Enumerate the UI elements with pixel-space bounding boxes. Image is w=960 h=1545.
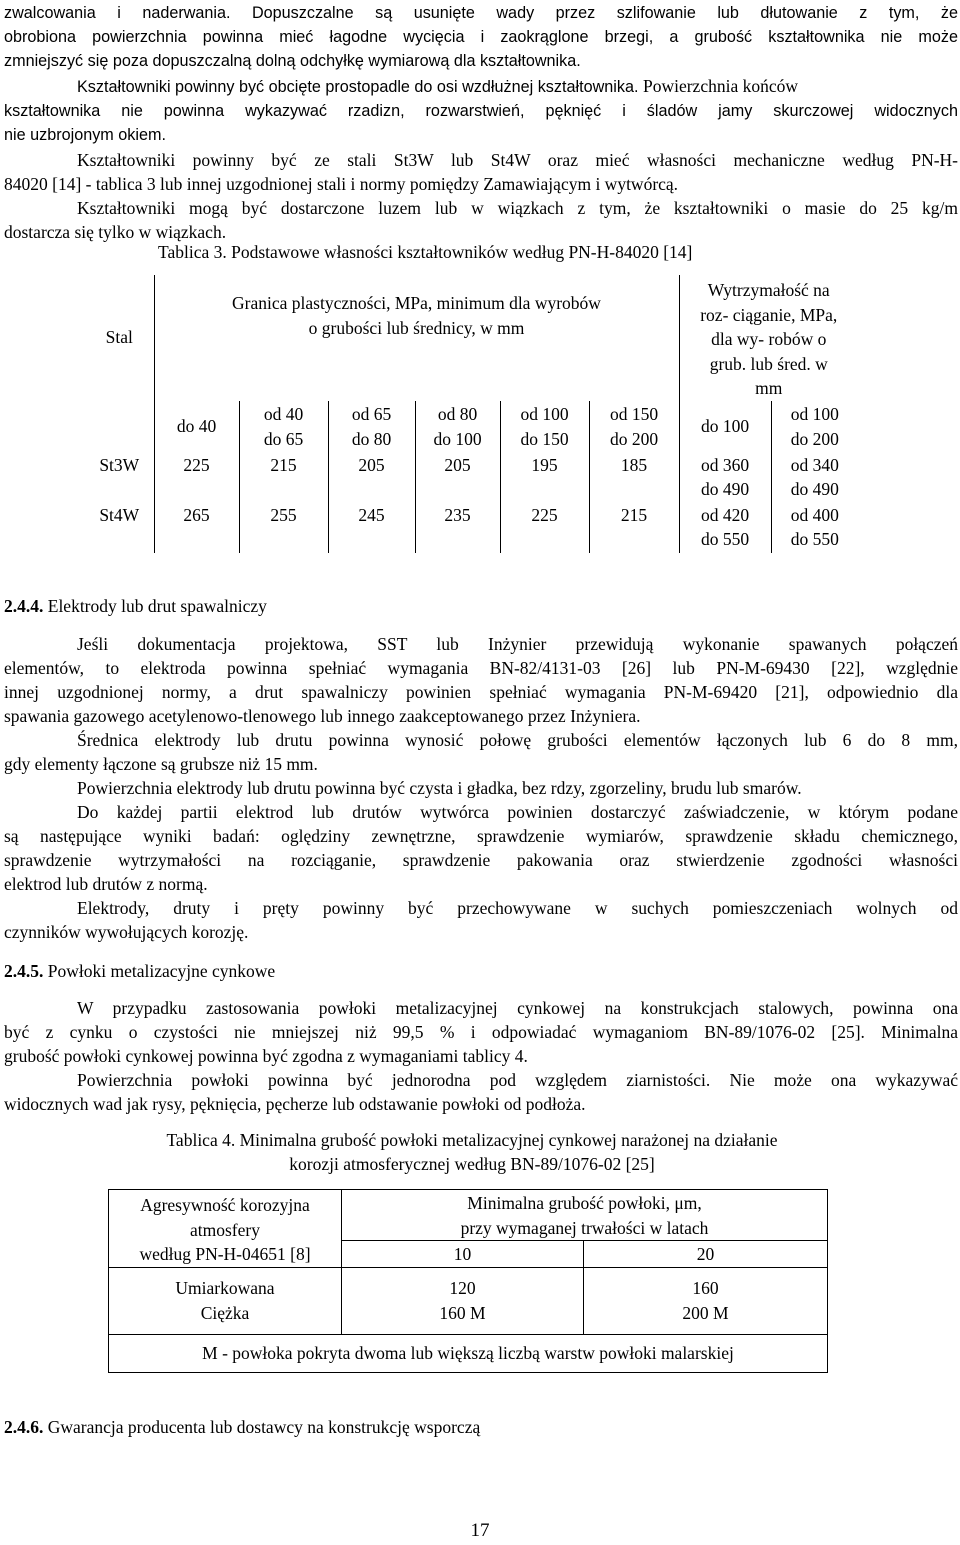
text-line: zwalcowania i naderwania. Dopuszczalne są usunięte wady przez szlifowanie lub dłutowanie z tym, że: [4, 4, 958, 22]
header-min-thickness: Minimalna grubość powłoki, μm, przy wymaganej trwałości w latach: [342, 1190, 828, 1241]
section-heading-2-4-4: 2.4.4. Elektrody lub drut spawalniczy: [4, 596, 267, 616]
text-line: 84020 [14] - tablica 3 lub innej uzgodnionej stali i normy pomiędzy Zamawiającym i wytwórcą.: [4, 174, 679, 194]
table4-note: M - powłoka pokryta dwoma lub większą liczbą warstw powłoki malarskiej: [109, 1334, 828, 1372]
cell-thickness-20: 160 200 M: [584, 1267, 828, 1334]
table-row: [85, 503, 858, 553]
cell-strength: od 400 do 550: [790, 504, 839, 549]
text-line: innej uzgodnionej normy, a drut spawalniczy powinien spełniać wymagania PN-M-69420 [21], odpowiednio dla: [4, 682, 958, 702]
cell-strength: od 420 do 550: [679, 503, 771, 553]
text-line: dostarcza się tylko w wiązkach.: [4, 222, 227, 242]
text-line: W przypadku zastosowania powłoki metalizacyjnej cynkowej na konstrukcjach stalowych, powinna ona: [77, 998, 958, 1018]
text-line: grubość powłoki cynkowej powinna być zgodna z wymaganiami tablicy 4.: [4, 1046, 528, 1066]
text-line: gdy elementy łączone są grubsze niż 15 mm.: [4, 754, 318, 774]
subheader-od40-do65: od 40 do 65: [239, 401, 328, 453]
cell-value: 215: [239, 453, 328, 503]
subheader-do40: do 40: [154, 401, 239, 453]
table4-caption: Tablica 4. Minimalna grubość powłoki metalizacyjnej cynkowej narażonej na działanie korozji atmosferycznej według BN-89/1076-02 [25]: [166, 1130, 778, 1174]
text-line: nie uzbrojonym okiem.: [4, 126, 166, 144]
cell-atmosphere-names: Umiarkowana Ciężka: [109, 1267, 342, 1334]
text-line: Średnica elektrody lub drutu powinna wynosić połowę grubości elementów łączonych lub 6 do 8 mm,: [77, 730, 958, 750]
text-line: Elektrody, druty i pręty powinny być przechowywane w suchych pomieszczeniach wolnych od: [77, 898, 958, 918]
text-line: Powierzchnia powłoki powinna być jednorodna pod względem ziarnistości. Nie może ona wykazywać: [77, 1070, 958, 1090]
cell-strength: od 360 do 490: [679, 453, 771, 503]
cell-strength: od 340 do 490: [790, 454, 839, 499]
subheader-od100-do200: od 100 do 200: [790, 404, 839, 449]
section-heading-2-4-5: 2.4.5. Powłoki metalizacyjne cynkowe: [4, 961, 276, 981]
table-row: [85, 453, 858, 503]
cell-value: 185: [589, 453, 679, 503]
subheader-do100: do 100: [679, 401, 771, 453]
section-2-4-5-body: [4, 996, 958, 1116]
cell-value: 245: [328, 503, 415, 553]
cell-value: 205: [328, 453, 415, 503]
header-year-10: 10: [342, 1241, 584, 1267]
subheader-od150-do200: od 150 do 200: [589, 401, 679, 453]
text-line: Jeśli dokumentacja projektowa, SST lub Inżynier przewidują wykonanie spawanych połączeń: [77, 634, 958, 654]
text-line: Kształtowniki mogą być dostarczone luzem lub w wiązkach z tym, że kształtowniki o masie do 25 kg/m: [77, 198, 958, 218]
text-line: są następujące wyniki badań: oględziny zewnętrzne, sprawdzenie wymiarów, sprawdzenie składu chemicznego,: [4, 826, 958, 846]
paragraph-cutting: [4, 74, 958, 147]
cell-value: 215: [589, 503, 679, 553]
cell-value: 265: [154, 503, 239, 553]
cell-thickness-10: 120 160 M: [342, 1267, 584, 1334]
page-number: 17: [470, 1520, 490, 1541]
table3-caption: Tablica 3. Podstawowe własności kształtowników według PN-H-84020 [14]: [158, 242, 693, 262]
cell-value: 205: [415, 453, 500, 503]
text-line: spawania gazowego acetylenowo-tlenowego lub innego zaakceptowanego przez Inżyniera.: [4, 706, 641, 726]
text-line: Kształtowniki powinny być ze stali St3W lub St4W oraz mieć własności mechaniczne według PN-H-: [77, 150, 958, 170]
text-line: widocznych wad jak rysy, pęknięcia, pęcherze lub odstawanie powłoki od podłoża.: [4, 1094, 586, 1114]
cell-value: 255: [239, 503, 328, 553]
cell-value: 225: [154, 453, 239, 503]
paragraph-defects: [4, 0, 958, 73]
text-line: zmniejszyć się poza dopuszczalną dolną odchyłkę wymiarową dla kształtownika.: [4, 52, 581, 70]
subheader-od65-do80: od 65 do 80: [328, 401, 415, 453]
cell-stal: St3W: [85, 453, 154, 503]
paragraph-delivery: [4, 196, 958, 244]
table4: [108, 1189, 828, 1373]
text-line: obrobiona powierzchnia powinna mieć łagodne wycięcia i zaokrąglone brzegi, a grubość kształtownika nie może: [4, 28, 958, 46]
header-year-20: 20: [584, 1241, 828, 1267]
cell-value: 195: [500, 453, 589, 503]
text-line: Do każdej partii elektrod lub drutów wytwórca powinien dostarczyć zaświadczenie, w którym podane: [77, 802, 958, 822]
cell-value: 225: [500, 503, 589, 553]
cell-value: 235: [415, 503, 500, 553]
header-wytrzymalosc: Wytrzymałość na roz- ciąganie, MPa, dla wy- robów o grub. lub śred. w mm: [700, 280, 838, 398]
section-heading-2-4-6: 2.4.6. Gwarancja producenta lub dostawcy na konstrukcję wsporczą: [4, 1417, 481, 1437]
text-line: sprawdzenie wytrzymałości na rozciąganie, sprawdzenie pakowania oraz stwierdzenie zgodności własności: [4, 850, 958, 870]
text-line: elementów, to elektroda powinna spełniać wymagania BN-82/4131-03 [26] lub PN-M-69430 [22], względnie: [4, 658, 958, 678]
header-aggressiveness: Agresywność korozyjna atmosfery według PN-H-04651 [8]: [109, 1190, 342, 1268]
text-line: Powierzchnia elektrody lub drutu powinna być czysta i gładka, bez rdzy, zgorzeliny, brudu lub smarów.: [77, 778, 802, 798]
text-line: Kształtowniki powinny być obcięte prostopadle do osi wzdłużnej kształtownika. Powierzchnia końców: [77, 76, 798, 96]
paragraph-steel: [4, 148, 958, 196]
text-line: czynników wywołujących korozję.: [4, 922, 249, 942]
subheader-od80-do100: od 80 do 100: [415, 401, 500, 453]
section-2-4-4-body: [4, 632, 958, 944]
cell-stal: St4W: [85, 503, 154, 553]
subheader-od100-do150: od 100 do 150: [500, 401, 589, 453]
table3: [85, 275, 858, 553]
header-stal: Stal: [85, 275, 154, 453]
text-line: kształtownika nie powinna wykazywać rzadizn, rozwarstwień, pęknięć i śladów jamy skurczowej widocznych: [4, 102, 958, 120]
text-line: elektrod lub drutów z normą.: [4, 874, 208, 894]
header-granica: Granica plastyczności, MPa, minimum dla wyrobów o grubości lub średnicy, w mm: [154, 275, 679, 401]
text-line: być z cynku o czystości nie mniejszej niż 99,5 % i odpowiadać wymaganiom BN-89/1076-02 [25]. Minimalna: [4, 1022, 958, 1042]
